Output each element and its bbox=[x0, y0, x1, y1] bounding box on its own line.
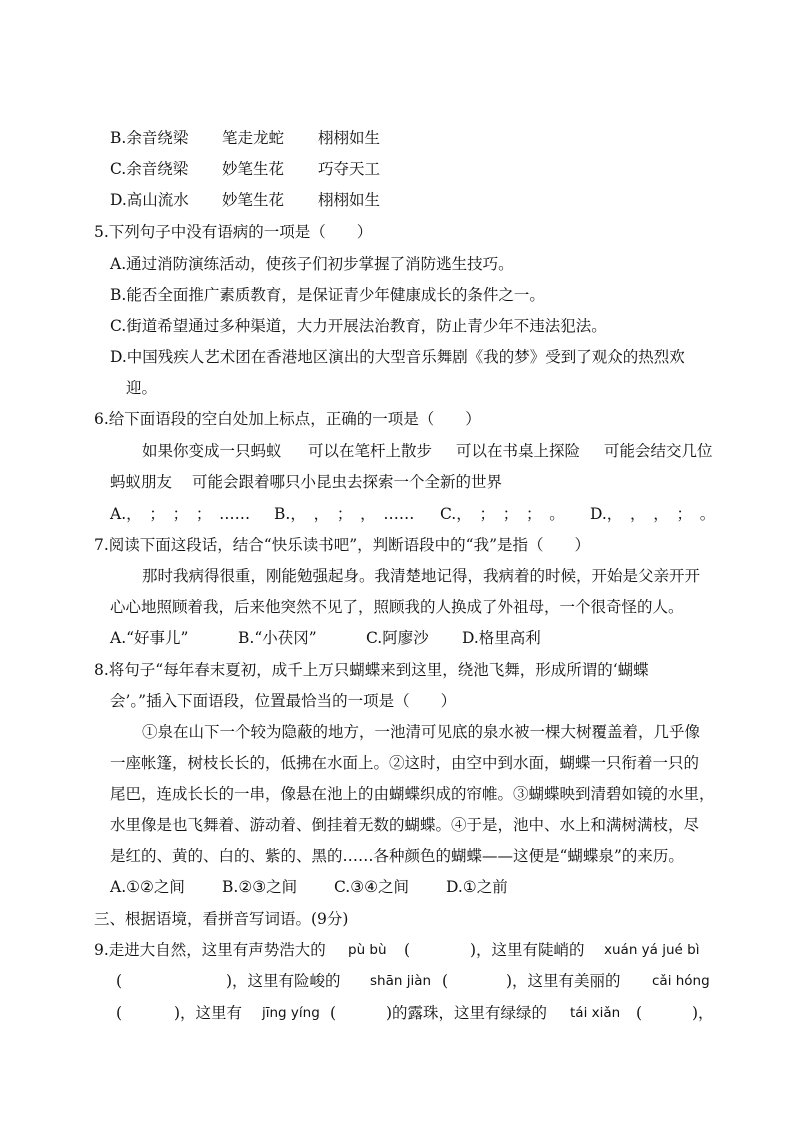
answer-blank-pubu[interactable] bbox=[418, 937, 470, 961]
q8-passage-line2: 一座帐篷，树枝长长的，低拂在水面上。②这时，由空中到水面，蝴蝶一只衔着一只的 bbox=[110, 754, 700, 772]
q5-option-d-cont: 迎。 bbox=[126, 379, 158, 397]
answer-blank-caihong[interactable] bbox=[130, 1000, 170, 1024]
q5-option-d: D.中国残疾人艺术团在香港地区演出的大型音乐舞剧《我的梦》受到了观众的热烈欢 bbox=[110, 348, 685, 366]
answer-blank-jingying[interactable] bbox=[344, 1000, 384, 1024]
q8-stem-line1: 8.将句子“每年春末夏初，成千上万只蝴蝶来到这里，绕池飞舞，形成所谓的‘蝴蝶 bbox=[94, 661, 649, 679]
answer-blank-xuanyajuebi[interactable] bbox=[130, 968, 222, 992]
q8-passage-line1: ①泉在山下一个较为隐蔽的地方，一池清可见底的泉水被一棵大树覆盖着，几乎像 bbox=[142, 723, 701, 741]
answer-blank-shanjian[interactable] bbox=[456, 968, 506, 992]
q8-passage-line5: 是红的、黄的、白的、紫的、黑的……各种颜色的蝴蝶——这便是“蝴蝶泉”的来历。 bbox=[110, 847, 684, 865]
q7-passage-line2: 心心地照顾着我，后来他突然不见了，照顾我的人换成了外祖母，一个很奇怪的人。 bbox=[110, 598, 684, 616]
pinyin-caihong: cǎi hóng bbox=[652, 973, 710, 989]
section-3-heading: 三、根据语境，看拼音写词语。(9分) bbox=[94, 910, 349, 928]
q8-stem-line2: 会’。”插入下面语段，位置最恰当的一项是（ ） bbox=[110, 692, 457, 710]
answer-blank-taixian[interactable] bbox=[650, 1000, 690, 1024]
pinyin-xuanyajuebi: xuán yá jué bì bbox=[604, 942, 700, 958]
q8-passage-line3: 尾巴，连成长长的一串，像悬在池上的由蝴蝶织成的帘帷。③蝴蝶映到清碧如镜的水里， bbox=[110, 785, 715, 803]
pinyin-taixian: tái xiǎn bbox=[570, 1005, 621, 1021]
q5-stem: 5.下列句子中没有语病的一项是（ ） bbox=[94, 223, 373, 241]
pinyin-pubu: pù bù bbox=[348, 942, 387, 958]
pinyin-jingying: jīng yíng bbox=[262, 1005, 320, 1021]
pinyin-shanjian: shān jiàn bbox=[370, 973, 432, 989]
q5-option-a: A.通过消防演练活动，使孩子们初步掌握了消防逃生技巧。 bbox=[110, 255, 514, 273]
q6-stem: 6.给下面语段的空白处加上标点，正确的一项是（ ） bbox=[94, 410, 481, 428]
q7-stem: 7.阅读下面这段话，结合“快乐读书吧”，判断语段中的“我”是指（ ） bbox=[94, 536, 590, 554]
q7-passage-line1: 那时我病得很重，刚能勉强起身。我清楚地记得，我病着的时候，开始是父亲开开 bbox=[142, 567, 701, 585]
q8-passage-line4: 水里像是也飞舞着、游动着、倒挂着无数的蝴蝶。④于是，池中、水上和满树满枝，尽 bbox=[110, 816, 700, 834]
exam-page: B.余音绕梁 笔走龙蛇 栩栩如生 C.余音绕梁 妙笔生花 巧夺天工 D.高山流水 妙笔生花 栩栩如生 5.下列句子中没有语病的一项是（ ） A.通过消防演练活动，使孩子们初步掌握了消防逃生技巧。 B.能否全面推广素质教育，是保证青少年健康成长的条件之一。 C.街道希望通过多种渠道，大力开展法治教育，防止青少年不违法犯法。 D.中国残疾人艺术团在香港地区演出的大型音乐舞剧《我的梦》受到了观众的热烈欢 迎。 6.给下面语段的空白处加上标点，正确的一项是（ ） 如果你变成一只蚂蚁 可以在笔杆上散步 可以在书桌上探险 可能会结交几位 蚂蚁朋友 可能会跟着哪只小昆虫去探索一个全新的世界 A.， ； ； ； …… B.， ， ； ， …… C.， ； ； ； 。 D.， ， ， ； 。 7.阅读下面这段话，结合“快乐读书吧”，判断语段中的“我”是指（ ） 那时我病得很重，刚能勉强起身。我清楚地记得，我病着的时候，开始是父亲开开 心心地照顾着我，后来他突然不见了，照顾我的人换成了外祖母，一个很奇怪的人。 A.“好事儿” B.“小茯冈” C.阿廖沙 D.格里高利 8.将句子“每年春末夏初，成千上万只蝴蝶来到这里，绕池飞舞，形成所谓的‘蝴蝶 会’。”插入下面语段，位置最恰当的一项是（ ） ①泉在山下一个较为隐蔽的地方，一池清可见底的泉水被一棵大树覆盖着，几乎像 一座帐篷，树枝长长的，低拂在水面上。②这时，由空中到水面，蝴蝶一只衔着一只的 尾巴，连成长长的一串，像悬在池上的由蝴蝶织成的帘帷。③蝴蝶映到清碧如镜的水里， 水里像是也飞舞着、游动着、倒挂着无数的蝴蝶。④于是，池中、水上和满树满枝，尽 是红的、黄的、白的、紫的、黑的……各种颜色的蝴蝶——这便是“蝴蝶泉”的来历。 A.①②之间 B.②③之间 C.③④之间 D.①之前 三、根据语境，看拼音写词语。(9分) 9.走进大自然，这里有声势浩大的 pù bù ( )，这里有陡峭的 xuán yá jué bì ( )，这里有险峻的 shān jiàn ( )，这里有美丽的 cǎi hóng ( )，这里有 jīng yíng ( )的露珠，这里有绿绿的 tái xiǎn ( )， bbox=[0, 0, 794, 1123]
q5-option-b: B.能否全面推广素质教育，是保证青少年健康成长的条件之一。 bbox=[110, 286, 545, 304]
q5-option-c: C.街道希望通过多种渠道，大力开展法治教育，防止青少年不违法犯法。 bbox=[110, 317, 607, 335]
